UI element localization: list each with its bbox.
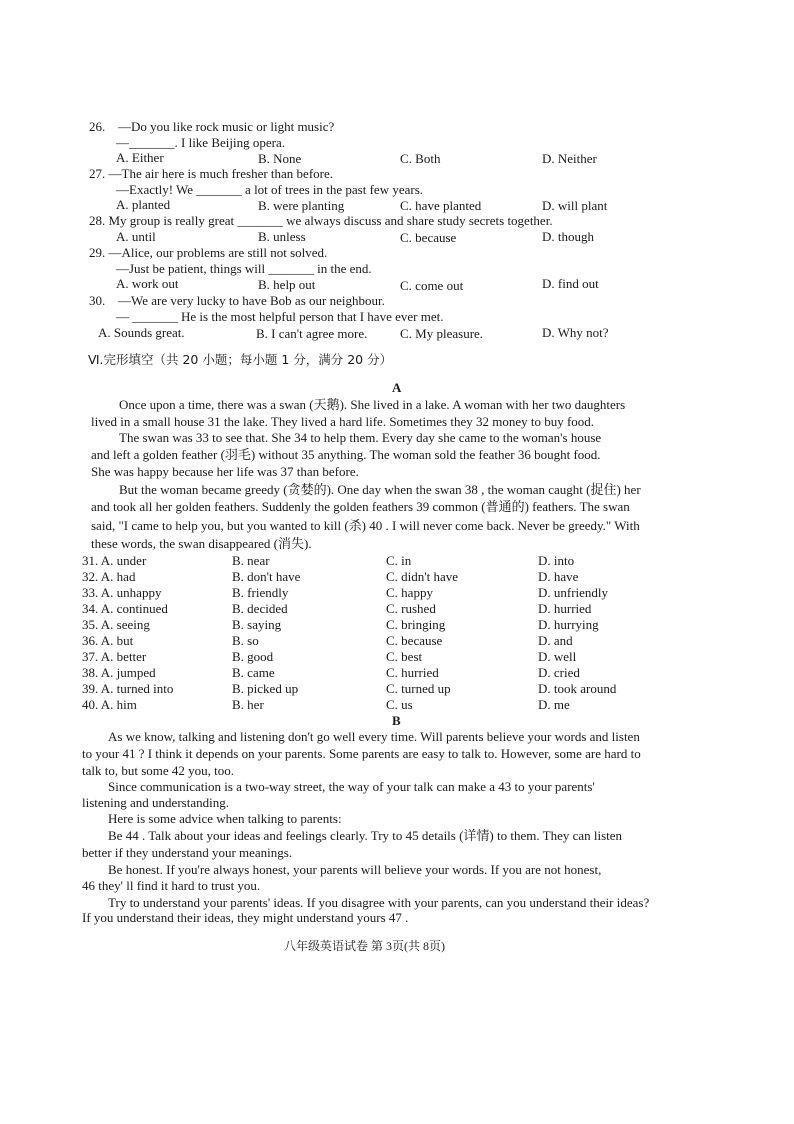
option-33-b: B. friendly [232,585,289,600]
q29-stem: 29. —Alice, our problems are still not solved. [89,245,328,260]
option-34-c: C. rushed [386,601,436,616]
option-36-d: D. and [538,633,573,648]
q27-option-b: B. were planting [258,198,345,213]
q29-option-a: A. work out [116,276,179,291]
q28-option-a: A. until [116,229,156,244]
passage-b-line: better if they understand your meanings. [82,845,293,860]
option-31-b: B. near [232,553,270,568]
q30-number: 30. [89,293,106,308]
section-heading: Ⅵ.完形填空（共 20 小题；每小题 1 分，满分 20 分） [88,352,393,367]
passage-b-line: listening and understanding. [82,795,229,810]
q29-option-c: C. come out [400,278,464,293]
passage-a-line: and took all her golden feathers. Suddenly the golden feathers 39 common (普通的) feathers. The swan [91,499,630,514]
option-40-c: C. us [386,697,413,712]
q26-option-a: A. Either [116,150,164,165]
option-32-b: B. don't have [232,569,301,584]
option-38-a: 38. A. jumped [82,665,156,680]
option-37-a: 37. A. better [82,649,147,664]
option-33-a: 33. A. unhappy [82,585,162,600]
passage-b-line: 46 they' ll find it hard to trust you. [82,878,261,893]
passage-a-line: these words, the swan disappeared (消失). [91,536,312,551]
option-32-d: D. have [538,569,579,584]
q30-option-a: A. Sounds great. [98,325,185,340]
option-40-d: D. me [538,697,570,712]
option-37-c: C. best [386,649,423,664]
option-34-d: D. hurried [538,601,592,616]
q27-option-c: C. have planted [400,198,482,213]
option-38-b: B. came [232,665,275,680]
option-37-b: B. good [232,649,274,664]
passage-b-line: Here is some advice when talking to parents: [108,811,342,826]
q26-option-d: D. Neither [542,151,597,166]
q27-option-d: D. will plant [542,198,608,213]
q26-number: 26. [89,119,106,134]
passage-a-line: and left a golden feather (羽毛) without 35 anything. The woman sold the feather 36 bought food. [91,447,601,462]
option-36-a: 36. A. but [82,633,134,648]
option-35-b: B. saying [232,617,282,632]
q30-option-c: C. My pleasure. [400,326,484,341]
passage-b-line: talk to, but some 42 you, too. [82,763,235,778]
q29-reply: —Just be patient, things will _______ in the end. [116,261,372,276]
q27-stem: 27. —The air here is much fresher than before. [89,166,334,181]
option-39-c: C. turned up [386,681,451,696]
option-38-d: D. cried [538,665,580,680]
passage-a-line: But the woman became greedy (贪婪的). One day when the swan 38 , the woman caught (捉住) her [119,482,641,497]
q28-option-c: C. because [400,230,457,245]
q26-option-b: B. None [258,151,302,166]
passage-b-line: to your 41 ? I think it depends on your parents. Some parents are easy to talk to. However, some are hard to [82,746,641,761]
option-39-d: D. took around [538,681,617,696]
option-37-d: D. well [538,649,577,664]
passage-b-line: Be 44 . Talk about your ideas and feelings clearly. Try to 45 details (详情) to them. They can listen [108,828,623,843]
passage-a-label: A [392,380,402,395]
passage-b-line: Since communication is a two-way street, the way of your talk can make a 43 to your parents' [108,779,595,794]
option-36-b: B. so [232,633,259,648]
option-33-d: D. unfriendly [538,585,609,600]
option-40-b: B. her [232,697,264,712]
q26-option-c: C. Both [400,151,441,166]
option-35-c: C. bringing [386,617,446,632]
q29-option-b: B. help out [258,277,316,292]
option-35-a: 35. A. seeing [82,617,150,632]
q30-reply: — _______ He is the most helpful person that I have ever met. [116,309,444,324]
q28-option-b: B. unless [258,229,306,244]
passage-b-line: Be honest. If you're always honest, your parents will believe your words. If you are not honest, [108,862,602,877]
q30-stem: —We are very lucky to have Bob as our neighbour. [118,293,385,308]
page-footer: 八年级英语试卷 第 3页(共 8页) [284,939,445,953]
q26-stem: —Do you like rock music or light music? [118,119,335,134]
option-31-d: D. into [538,553,575,568]
option-39-b: B. picked up [232,681,299,696]
passage-b-line: As we know, talking and listening don't go well every time. Will parents believe your words and listen [108,729,640,744]
option-35-d: D. hurrying [538,617,599,632]
q28-option-d: D. though [542,229,594,244]
q28-stem: 28. My group is really great _______ we always discuss and share study secrets together. [89,213,553,228]
q29-option-d: D. find out [542,276,599,291]
passage-b-line: Try to understand your parents' ideas. If you disagree with your parents, can you understand their ideas? [108,895,650,910]
passage-a-line: lived in a small house 31 the lake. They lived a hard life. Sometimes they 32 money to buy food. [91,414,595,429]
option-40-a: 40. A. him [82,697,137,712]
option-32-c: C. didn't have [386,569,459,584]
passage-a-line: The swan was 33 to see that. She 34 to help them. Every day she came to the woman's house [119,430,602,445]
passage-a-line: Once upon a time, there was a swan (天鹅). She lived in a lake. A woman with her two daughters [119,397,626,412]
q26-reply: —_______. I like Beijing opera. [116,135,285,150]
passage-b-label: B [392,713,401,728]
q30-option-d: D. Why not? [542,325,609,340]
option-38-c: C. hurried [386,665,439,680]
option-34-b: B. decided [232,601,288,616]
option-32-a: 32. A. had [82,569,136,584]
passage-a-line: said, "I came to help you, but you wanted to kill (杀) 40 . I will never come back. Never be greedy." With [91,518,640,533]
option-36-c: C. because [386,633,443,648]
q30-option-b: B. I can't agree more. [256,326,368,341]
option-33-c: C. happy [386,585,433,600]
q27-option-a: A. planted [116,197,171,212]
passage-b-line: If you understand their ideas, they might understand yours 47 . [82,910,409,925]
option-34-a: 34. A. continued [82,601,168,616]
option-31-c: C. in [386,553,412,568]
option-39-a: 39. A. turned into [82,681,174,696]
passage-a-line: She was happy because her life was 37 than before. [91,464,359,479]
q27-reply: —Exactly! We _______ a lot of trees in the past few years. [116,182,424,197]
option-31-a: 31. A. under [82,553,147,568]
